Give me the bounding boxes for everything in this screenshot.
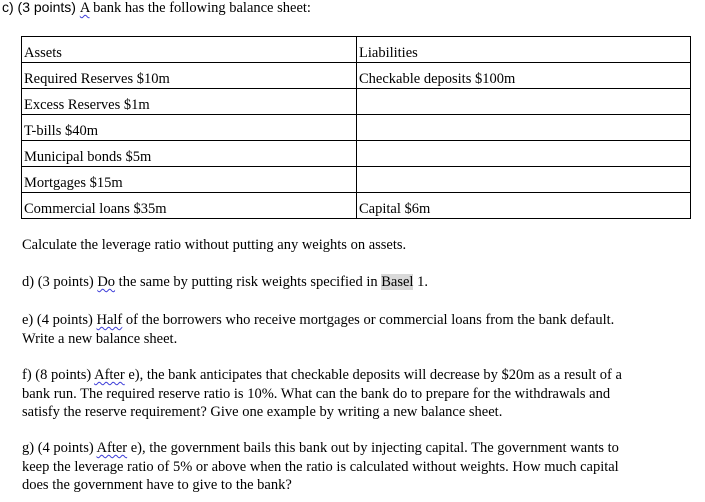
table-row — [22, 167, 691, 193]
question-g-line-1-rest: e), the government bails this bank out by injecting capital. The government wants to — [127, 440, 619, 456]
question-e-prefix: e) (4 points) — [22, 312, 97, 328]
asset-cell: T-bills $40m — [22, 115, 357, 141]
grammar-flagged-word[interactable]: A — [79, 0, 90, 16]
grammar-flagged-word[interactable]: Half — [96, 312, 123, 328]
question-c-instruction — [22, 236, 682, 255]
liability-cell — [357, 89, 691, 115]
balance-sheet-table — [21, 36, 691, 219]
question-g — [22, 439, 682, 495]
table-header-row — [22, 37, 691, 63]
question-d — [22, 273, 682, 292]
question-f-line-3: satisfy the reserve requirement? Give one example by writing a new balance sheet. — [22, 404, 503, 420]
asset-cell: Excess Reserves $1m — [22, 89, 357, 115]
asset-cell: Commercial loans $35m — [22, 193, 357, 219]
question-g-line-3: does the government have to give to the bank? — [22, 477, 292, 493]
table-row — [22, 63, 691, 89]
question-f-line-1-rest: e), the bank anticipates that checkable deposits will decrease by $20m as a result of a — [124, 367, 622, 383]
liability-cell — [357, 115, 691, 141]
question-e-line-1-rest: of the borrowers who receive mortgages or commercial loans from the bank default. — [122, 312, 615, 328]
grammar-flagged-word[interactable]: After — [94, 367, 125, 383]
liability-cell — [357, 141, 691, 167]
question-c-text: bank has the following balance sheet: — [89, 0, 311, 16]
asset-cell: Mortgages $15m — [22, 167, 357, 193]
grammar-flagged-word[interactable]: After — [96, 440, 128, 456]
question-g-line-2: keep the leverage ratio of 5% or above when the ratio is calculated without weights. How much capital — [22, 458, 619, 475]
question-e-line-1 — [22, 311, 682, 330]
question-f-prefix: f) (8 points) — [22, 367, 95, 383]
highlighted-word[interactable]: Basel — [381, 274, 414, 290]
question-d-prefix: d) (3 points) — [22, 274, 98, 290]
table-row — [22, 193, 691, 219]
question-f — [22, 366, 682, 422]
table-row — [22, 89, 691, 115]
liability-cell: Checkable deposits $100m — [357, 63, 691, 89]
instruction-text: Calculate the leverage ratio without putting any weights on assets. — [22, 237, 407, 253]
question-c-prefix: c) (3 points) — [2, 0, 80, 15]
asset-cell: Municipal bonds $5m — [22, 141, 357, 167]
assets-header: Assets — [22, 37, 357, 63]
grammar-flagged-word[interactable]: Do — [97, 274, 116, 290]
liabilities-header: Liabilities — [357, 37, 691, 63]
question-f-line-2: bank run. The required reserve ratio is 10%. What can the bank do to prepare for the withdrawals and — [22, 385, 611, 402]
question-g-prefix: g) (4 points) — [22, 440, 97, 456]
table-row — [22, 115, 691, 141]
asset-cell: Required Reserves $10m — [22, 63, 357, 89]
question-d-middle: the same by putting risk weights specified in — [115, 274, 382, 290]
question-d-suffix: 1. — [413, 274, 428, 290]
question-f-line-1 — [22, 366, 682, 385]
question-e — [22, 311, 682, 348]
table-row — [22, 141, 691, 167]
liability-cell: Capital $6m — [357, 193, 691, 219]
question-c-heading — [2, 0, 311, 17]
question-e-line-2: Write a new balance sheet. — [22, 330, 178, 347]
question-g-line-1 — [22, 439, 682, 458]
liability-cell — [357, 167, 691, 193]
